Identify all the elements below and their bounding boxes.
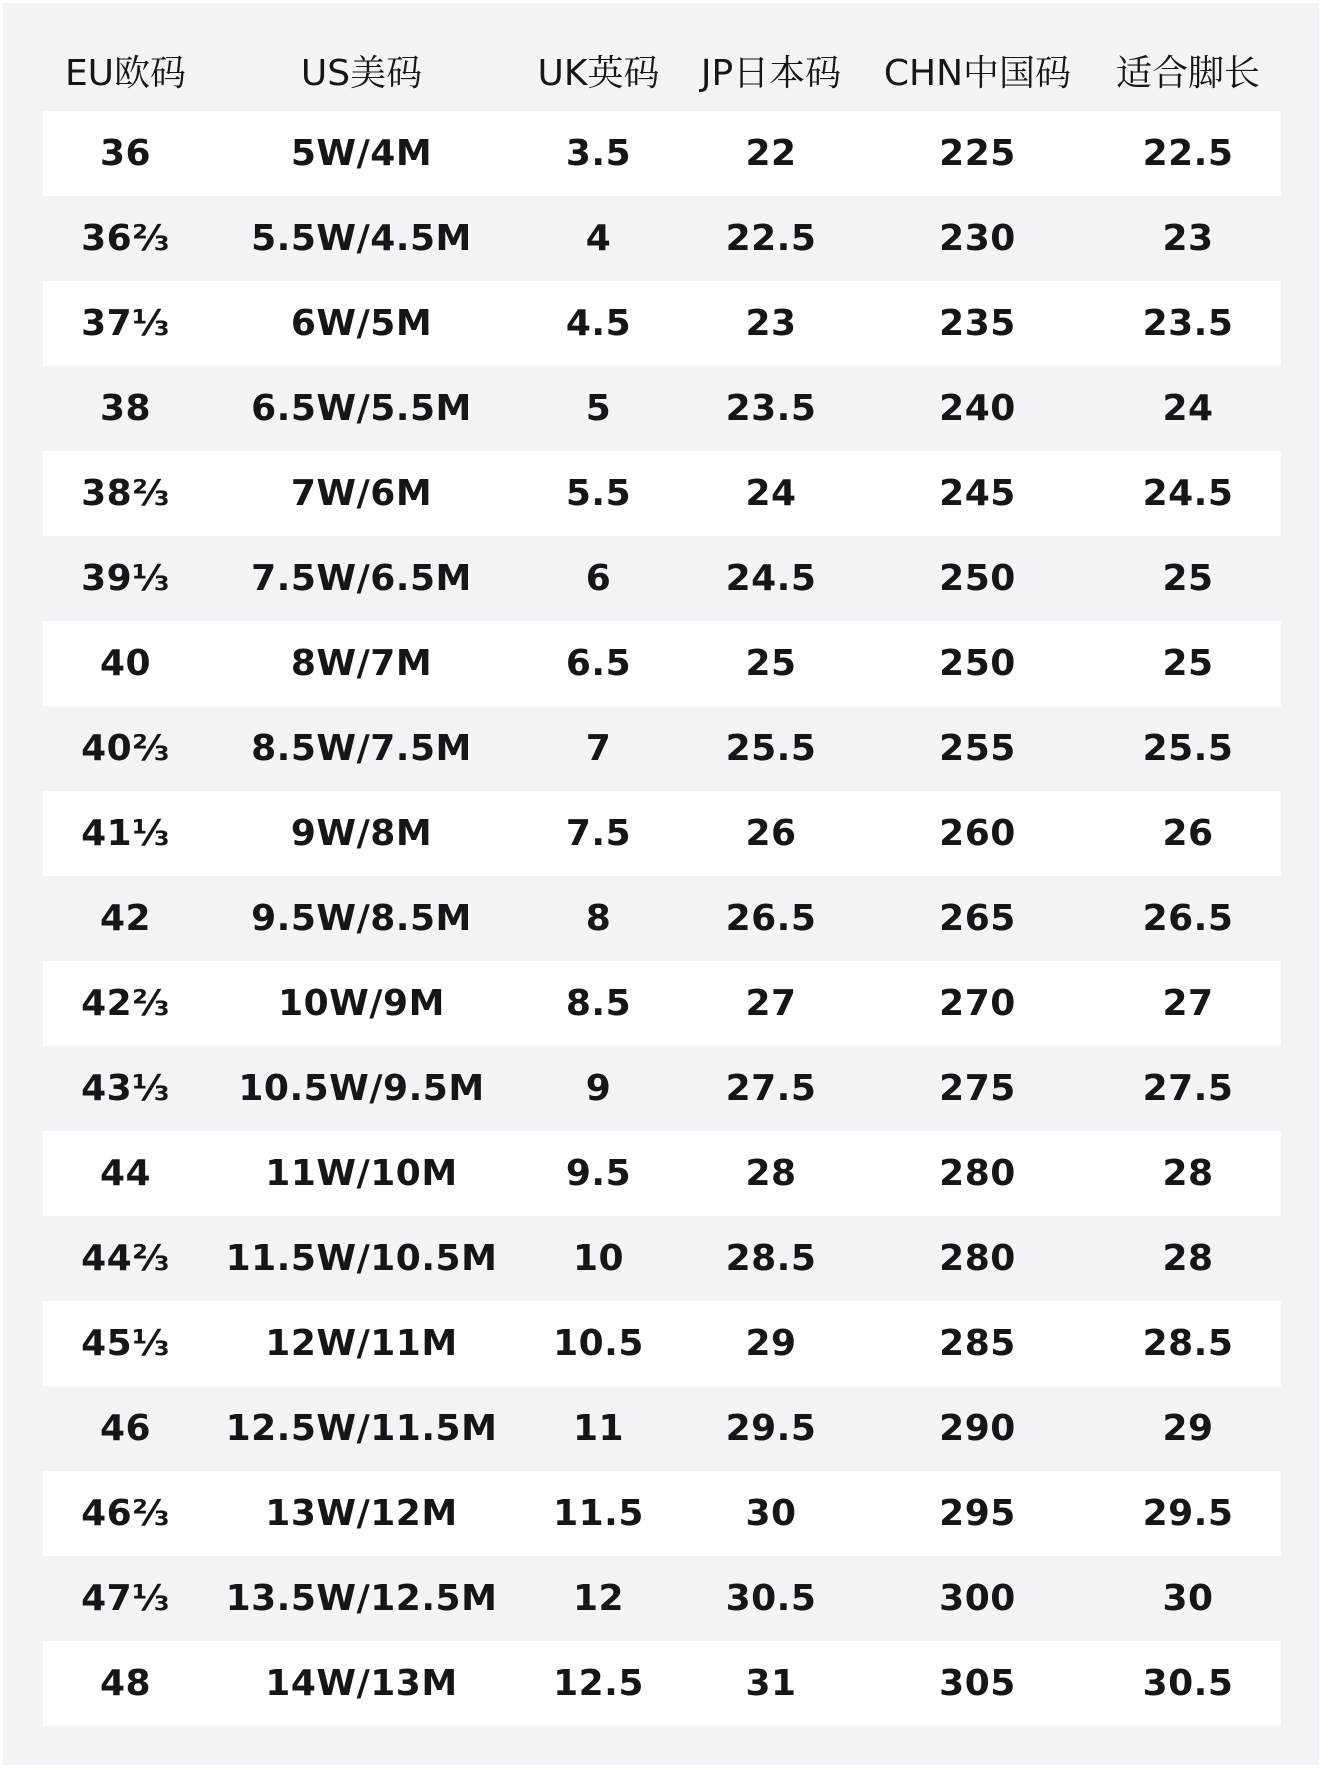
table-row [43, 1556, 1281, 1641]
cell-jp-size: 27.5 [682, 1046, 860, 1131]
table-row [43, 1386, 1281, 1471]
cell-foot-length: 30.5 [1095, 1641, 1281, 1726]
table-row [43, 1216, 1281, 1301]
header-us-size: US美码 [300, 52, 423, 94]
cell-uk-size: 8 [515, 876, 682, 961]
cell-foot-length: 30 [1095, 1556, 1281, 1641]
cell-us-size: 11.5W/10.5M [208, 1216, 515, 1301]
table-row [43, 791, 1281, 876]
cell-jp-size: 25 [682, 621, 860, 706]
cell-chn-size: 265 [860, 876, 1095, 961]
cell-uk-size: 6 [515, 536, 682, 621]
table-header [43, 29, 1281, 111]
cell-eu-size: 38 [43, 366, 208, 451]
cell-jp-size: 23.5 [682, 366, 860, 451]
cell-us-size: 7.5W/6.5M [208, 536, 515, 621]
cell-jp-size: 26 [682, 791, 860, 876]
table-body [43, 111, 1281, 1726]
cell-chn-size: 260 [860, 791, 1095, 876]
cell-eu-size: 36⅔ [43, 196, 208, 281]
table-row [43, 1131, 1281, 1216]
cell-us-size: 11W/10M [208, 1131, 515, 1216]
cell-foot-length: 25 [1095, 536, 1281, 621]
cell-foot-length: 28 [1095, 1216, 1281, 1301]
cell-chn-size: 295 [860, 1471, 1095, 1556]
header-uk-size: UK英码 [537, 52, 660, 94]
cell-us-size: 6.5W/5.5M [208, 366, 515, 451]
cell-uk-size: 5.5 [515, 451, 682, 536]
cell-chn-size: 235 [860, 281, 1095, 366]
cell-foot-length: 25 [1095, 621, 1281, 706]
cell-uk-size: 4.5 [515, 281, 682, 366]
cell-jp-size: 24.5 [682, 536, 860, 621]
cell-jp-size: 25.5 [682, 706, 860, 791]
header-jp-size: JP日本码 [700, 52, 842, 94]
cell-chn-size: 305 [860, 1641, 1095, 1726]
cell-eu-size: 40 [43, 621, 208, 706]
cell-us-size: 12.5W/11.5M [208, 1386, 515, 1471]
table-row [43, 621, 1281, 706]
table-row [43, 1641, 1281, 1726]
cell-eu-size: 45⅓ [43, 1301, 208, 1386]
cell-jp-size: 29.5 [682, 1386, 860, 1471]
cell-uk-size: 10 [515, 1216, 682, 1301]
cell-uk-size: 11.5 [515, 1471, 682, 1556]
cell-us-size: 9.5W/8.5M [208, 876, 515, 961]
header-eu-size: EU欧码 [64, 52, 187, 94]
cell-eu-size: 37⅓ [43, 281, 208, 366]
cell-eu-size: 39⅓ [43, 536, 208, 621]
cell-uk-size: 7 [515, 706, 682, 791]
cell-us-size: 5.5W/4.5M [208, 196, 515, 281]
table-row [43, 196, 1281, 281]
table-row [43, 536, 1281, 621]
cell-jp-size: 26.5 [682, 876, 860, 961]
cell-us-size: 12W/11M [208, 1301, 515, 1386]
cell-uk-size: 7.5 [515, 791, 682, 876]
cell-foot-length: 26 [1095, 791, 1281, 876]
cell-us-size: 14W/13M [208, 1641, 515, 1726]
cell-eu-size: 44 [43, 1131, 208, 1216]
table-row [43, 281, 1281, 366]
cell-chn-size: 230 [860, 196, 1095, 281]
cell-foot-length: 25.5 [1095, 706, 1281, 791]
cell-us-size: 10W/9M [208, 961, 515, 1046]
cell-chn-size: 245 [860, 451, 1095, 536]
cell-foot-length: 29 [1095, 1386, 1281, 1471]
cell-eu-size: 36 [43, 111, 208, 196]
cell-chn-size: 270 [860, 961, 1095, 1046]
cell-us-size: 6W/5M [208, 281, 515, 366]
header-foot-length: 适合脚长 [1115, 52, 1260, 94]
cell-chn-size: 250 [860, 621, 1095, 706]
cell-eu-size: 38⅔ [43, 451, 208, 536]
cell-uk-size: 8.5 [515, 961, 682, 1046]
cell-jp-size: 22.5 [682, 196, 860, 281]
cell-uk-size: 9.5 [515, 1131, 682, 1216]
cell-eu-size: 47⅓ [43, 1556, 208, 1641]
cell-jp-size: 27 [682, 961, 860, 1046]
cell-eu-size: 46⅔ [43, 1471, 208, 1556]
cell-foot-length: 23 [1095, 196, 1281, 281]
table-row [43, 1471, 1281, 1556]
cell-uk-size: 3.5 [515, 111, 682, 196]
cell-foot-length: 22.5 [1095, 111, 1281, 196]
cell-chn-size: 225 [860, 111, 1095, 196]
cell-jp-size: 30.5 [682, 1556, 860, 1641]
cell-chn-size: 250 [860, 536, 1095, 621]
shoe-size-table [43, 29, 1281, 1726]
table-row [43, 876, 1281, 961]
cell-uk-size: 12.5 [515, 1641, 682, 1726]
cell-jp-size: 31 [682, 1641, 860, 1726]
cell-eu-size: 46 [43, 1386, 208, 1471]
cell-chn-size: 300 [860, 1556, 1095, 1641]
cell-foot-length: 29.5 [1095, 1471, 1281, 1556]
table-row [43, 1046, 1281, 1131]
cell-us-size: 13W/12M [208, 1471, 515, 1556]
cell-uk-size: 4 [515, 196, 682, 281]
cell-jp-size: 29 [682, 1301, 860, 1386]
cell-chn-size: 280 [860, 1216, 1095, 1301]
cell-us-size: 8W/7M [208, 621, 515, 706]
table-row [43, 961, 1281, 1046]
cell-foot-length: 24 [1095, 366, 1281, 451]
cell-chn-size: 255 [860, 706, 1095, 791]
cell-chn-size: 280 [860, 1131, 1095, 1216]
cell-us-size: 5W/4M [208, 111, 515, 196]
cell-uk-size: 6.5 [515, 621, 682, 706]
cell-us-size: 7W/6M [208, 451, 515, 536]
cell-uk-size: 11 [515, 1386, 682, 1471]
cell-eu-size: 48 [43, 1641, 208, 1726]
cell-chn-size: 290 [860, 1386, 1095, 1471]
size-chart-panel [3, 3, 1319, 1765]
cell-uk-size: 5 [515, 366, 682, 451]
cell-chn-size: 285 [860, 1301, 1095, 1386]
cell-us-size: 8.5W/7.5M [208, 706, 515, 791]
cell-jp-size: 24 [682, 451, 860, 536]
cell-eu-size: 43⅓ [43, 1046, 208, 1131]
cell-eu-size: 40⅔ [43, 706, 208, 791]
cell-uk-size: 9 [515, 1046, 682, 1131]
cell-uk-size: 12 [515, 1556, 682, 1641]
cell-us-size: 13.5W/12.5M [208, 1556, 515, 1641]
cell-eu-size: 44⅔ [43, 1216, 208, 1301]
cell-uk-size: 10.5 [515, 1301, 682, 1386]
cell-jp-size: 30 [682, 1471, 860, 1556]
cell-jp-size: 22 [682, 111, 860, 196]
table-row [43, 706, 1281, 791]
header-row [43, 29, 1281, 111]
cell-us-size: 9W/8M [208, 791, 515, 876]
cell-eu-size: 41⅓ [43, 791, 208, 876]
cell-chn-size: 275 [860, 1046, 1095, 1131]
cell-foot-length: 27 [1095, 961, 1281, 1046]
cell-us-size: 10.5W/9.5M [208, 1046, 515, 1131]
table-row [43, 451, 1281, 536]
cell-foot-length: 23.5 [1095, 281, 1281, 366]
cell-eu-size: 42⅔ [43, 961, 208, 1046]
cell-foot-length: 28 [1095, 1131, 1281, 1216]
cell-foot-length: 24.5 [1095, 451, 1281, 536]
cell-jp-size: 28 [682, 1131, 860, 1216]
table-row [43, 366, 1281, 451]
cell-jp-size: 28.5 [682, 1216, 860, 1301]
cell-foot-length: 28.5 [1095, 1301, 1281, 1386]
cell-jp-size: 23 [682, 281, 860, 366]
cell-foot-length: 26.5 [1095, 876, 1281, 961]
header-chn-size: CHN中国码 [883, 52, 1072, 94]
cell-chn-size: 240 [860, 366, 1095, 451]
cell-eu-size: 42 [43, 876, 208, 961]
cell-foot-length: 27.5 [1095, 1046, 1281, 1131]
table-row [43, 111, 1281, 196]
table-row [43, 1301, 1281, 1386]
